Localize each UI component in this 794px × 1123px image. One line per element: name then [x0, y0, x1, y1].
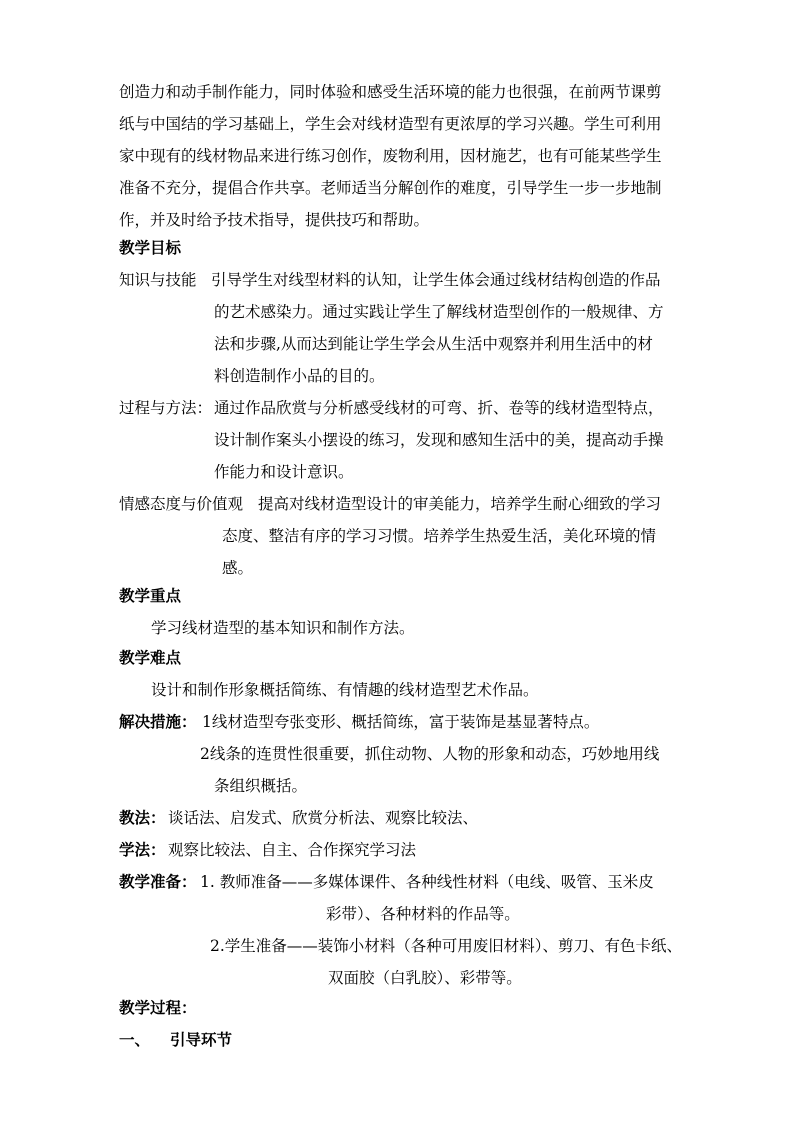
solution-line-2: 2线条的连贯性很重要，抓住动物、人物的形象和动态，巧妙地用线 — [200, 745, 660, 763]
process-line-1: 通过作品欣赏与分析感受线材的可弯、折、卷等的线材造型特点， — [214, 399, 664, 417]
knowledge-line-1: 引导学生对线型材料的认知，让学生体会通过线材结构创造的作品 — [211, 271, 661, 289]
section1-number: 一、 — [119, 1030, 151, 1049]
intro-line-2: 纸与中国结的学习基础上，学生会对线材造型有更浓厚的学习兴趣。学生可利用 — [119, 115, 662, 133]
solution-line-1: 1线材造型夸张变形、概括简练，富于装饰是基显著特点。 — [202, 713, 600, 731]
learning-method-text: 观察比较法、自主、合作探究学习法 — [168, 841, 417, 859]
objectives-heading: 教学目标 — [119, 238, 182, 257]
section1-title: 引导环节 — [170, 1030, 233, 1049]
learning-method-label: 学法： — [119, 840, 166, 859]
emotion-line-3: 感。 — [222, 559, 254, 577]
process-label: 过程与方法： — [119, 399, 213, 417]
preparation-item1-line2: 彩带）、各种材料的作品等。 — [326, 905, 520, 923]
difficulty-text: 设计和制作形象概括简练、有情趣的线材造型艺术作品。 — [151, 681, 539, 699]
intro-line-4: 准备不充分，提倡合作共享。老师适当分解创作的难度，引导学生一步一步地制 — [119, 179, 662, 197]
knowledge-line-2: 的艺术感染力。通过实践让学生了解线材造型创作的一般规律、方 — [214, 303, 664, 321]
solution-label: 解决措施： — [119, 712, 197, 731]
process-line-2: 设计制作案头小摆设的练习，发现和感知生活中的美，提高动手操 — [214, 431, 664, 449]
preparation-item2-line1: 2.学生准备——装饰小材料（各种可用废旧材料）、剪刀、有色卡纸、 — [210, 937, 683, 955]
intro-line-1: 创造力和动手制作能力，同时体验和感受生活环境的能力也很强，在前两节课剪 — [119, 83, 662, 101]
knowledge-line-4: 料创造制作小品的目的。 — [214, 367, 385, 385]
key-point-heading: 教学重点 — [119, 586, 182, 605]
emotion-line-1: 提高对线材造型设计的审美能力，培养学生耐心细致的学习 — [258, 495, 662, 513]
process-line-3: 作能力和设计意识。 — [214, 463, 354, 481]
teaching-method-label: 教法： — [119, 808, 166, 827]
key-point-text: 学习线材造型的基本知识和制作方法。 — [151, 619, 415, 637]
teaching-method-text: 谈话法、启发式、欣赏分析法、观察比较法、 — [168, 809, 479, 827]
emotion-line-2: 态度、整洁有序的学习习惯。培养学生热爱生活，美化环境的情 — [222, 527, 657, 545]
knowledge-label: 知识与技能 — [119, 271, 197, 289]
knowledge-line-3: 法和步骤,从而达到能让学生学会从生活中观察并利用生活中的材 — [214, 335, 653, 353]
emotion-label: 情感态度与价值观 — [119, 495, 244, 513]
intro-line-3: 家中现有的线材物品来进行练习创作，废物利用，因材施艺，也有可能某些学生 — [119, 147, 662, 165]
difficulty-heading: 教学难点 — [119, 648, 182, 667]
preparation-item2-line2: 双面胶（白乳胶）、彩带等。 — [328, 969, 522, 987]
process-heading: 教学过程： — [119, 998, 197, 1017]
intro-line-5: 作，并及时给予技术指导，提供技巧和帮助。 — [119, 211, 430, 229]
preparation-label: 教学准备： — [119, 872, 197, 891]
preparation-item1-line1: 1. 教师准备——多媒体课件、各种线性材料（电线、吸管、玉米皮 — [200, 873, 654, 891]
solution-line-3: 条组织概括。 — [214, 777, 308, 795]
